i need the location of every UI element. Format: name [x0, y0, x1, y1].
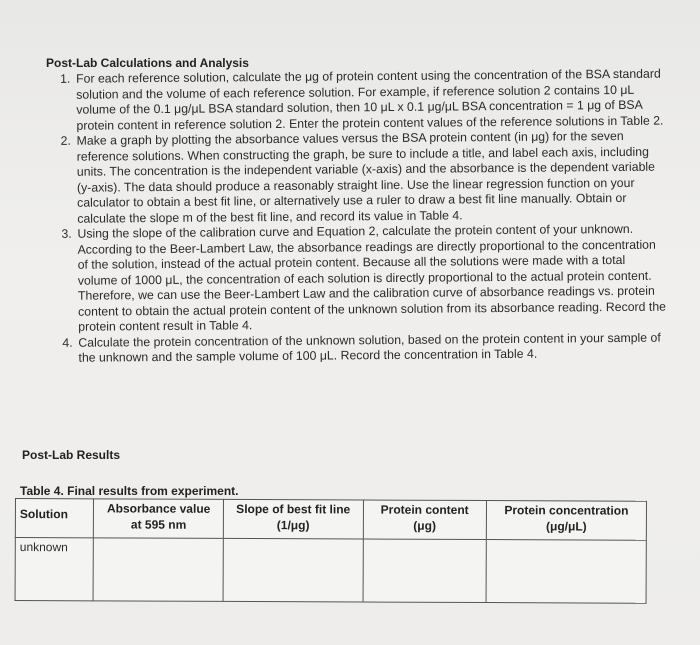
column-header-label: Protein concentration	[504, 503, 629, 518]
cell-solution: unknown	[15, 538, 94, 601]
item-text: Make a graph by plotting the absorbance values versus the BSA protein content (in μg) for the seven reference solutions. When constructing the graph, be sure to include a title, and label each axis, including units. The concentration is the independent variable (x-axis) and the absorbance is the dependent variable (y-axis). The data should produce a reasonably straight line. Use the linear regression function on your calculator to obtain a best fit line, or alternatively use a ruler to draw a best fit line manually. Obtain or calculate the slope m of the best fit line, and record its value in Table 4.	[76, 128, 656, 226]
column-header-unit: at 595 nm	[130, 517, 187, 532]
cell-protein-concentration[interactable]	[486, 540, 646, 604]
cell-absorbance[interactable]	[94, 538, 224, 602]
item-number: 1.	[59, 71, 71, 86]
column-header-label: Slope of best fit line	[236, 501, 351, 517]
column-header-unit: (1/μg)	[276, 518, 310, 533]
instruction-list	[44, 67, 669, 367]
column-header-label: Absorbance value	[106, 501, 211, 516]
table-header-row	[15, 499, 646, 541]
list-item	[45, 129, 668, 227]
column-header-unit: (μg)	[413, 518, 436, 533]
list-item	[45, 222, 668, 336]
item-text: Calculate the protein concentration of the unknown solution, based on the protein content in your sample of the unknown and the sample volume of 100 μL. Record the concentration in Table 4.	[78, 330, 661, 365]
column-header-absorbance	[94, 499, 224, 539]
column-header-protein-concentration	[486, 501, 646, 541]
results-table	[15, 498, 647, 604]
column-header-label: Protein content	[380, 502, 469, 517]
item-text: For each reference solution, calculate the μg of protein content using the concentration of the BSA standard solution and the volume of each reference solution. For example, if reference solution 2 contains 10 μL volume of the 0.1 μg/μL BSA standard solution, then 10 μL x 0.1 μg/μL BSA concentration = 1 μg of BSA protein content in reference solution 2. Enter the protein content values of the reference solutions in Table 2.	[75, 66, 664, 133]
page-heading: Post-Lab Calculations and Analysis	[46, 56, 249, 70]
item-text: Using the slope of the calibration curve and Equation 2, calculate the protein content of your unknown. According to the Beer-Lambert Law, the absorbance readings are directly proportional to the concentration of the solution, instead of the actual protein content. Because all the solutions were made with a total volume of 1000 μL, the concentration of each solution is directly proportional to the actual protein content. Therefore, we can use the Beer-Lambert Law and the calibration curve of absorbance readings vs. protein content to obtain the actual protein content of the unknown solution from its absorbance reading. Record the protein content result in Table 4.	[77, 221, 667, 334]
column-header-protein-content	[363, 500, 487, 540]
table-caption: Table 4. Final results from experiment.	[20, 484, 239, 498]
item-number: 3.	[61, 226, 72, 241]
item-number: 4.	[62, 335, 73, 350]
cell-protein-content[interactable]	[363, 539, 487, 603]
item-number: 2.	[60, 133, 71, 148]
list-item	[46, 330, 668, 366]
column-header-slope	[223, 499, 363, 539]
results-heading: Post-Lab Results	[22, 448, 121, 462]
column-header-unit: (μg/μL)	[545, 519, 587, 534]
list-item	[44, 67, 667, 134]
column-header-solution	[15, 499, 94, 538]
table-row	[15, 538, 646, 604]
column-header-label: Solution	[19, 507, 68, 522]
cell-slope[interactable]	[223, 538, 363, 602]
